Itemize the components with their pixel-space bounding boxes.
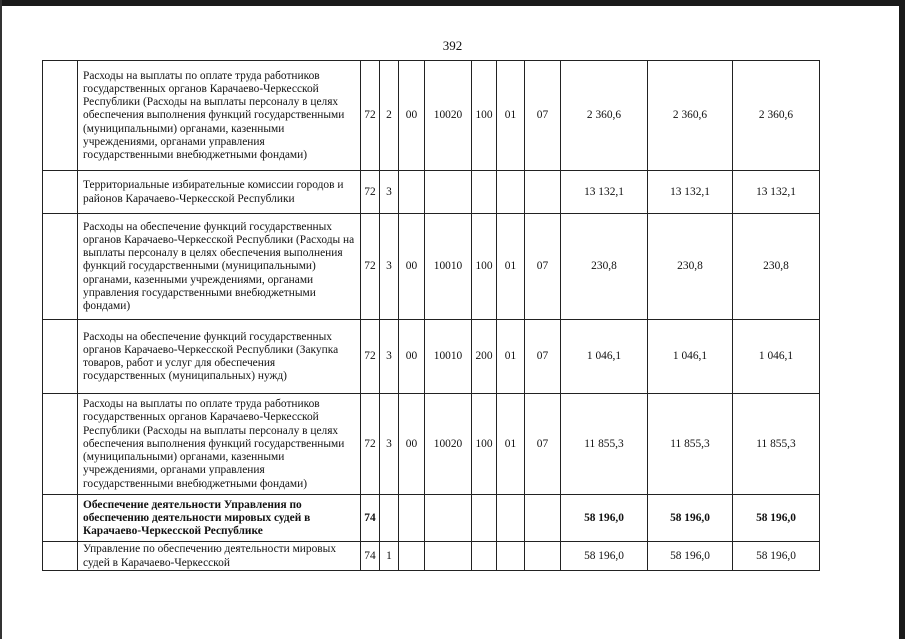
code-part: 01 xyxy=(497,320,525,394)
amount-year-3: 58 196,0 xyxy=(733,495,820,542)
code-program xyxy=(399,495,425,542)
amount-year-3: 58 196,0 xyxy=(733,542,820,571)
amount-year-2: 1 046,1 xyxy=(648,320,733,394)
code-subsection xyxy=(525,542,561,571)
code-subsection xyxy=(525,495,561,542)
row-name: Управление по обеспечению деятельности мировых судей в Карачаево-Черкесской xyxy=(78,542,361,571)
code-expense-type: 200 xyxy=(472,320,497,394)
code-direction xyxy=(425,171,472,214)
row-name: Расходы на выплаты по оплате труда работников государственных органов Карачаево-Черкесской Республики (Расходы на выплаты персоналу в целях обеспечения выполнения функций государственными (муниципальными) органами, казенными учреждениями, органами управления государственными внебюджетными фондами) xyxy=(78,61,361,171)
code-part: 01 xyxy=(497,214,525,320)
code-ministry: 72 xyxy=(361,171,380,214)
row-index-cell xyxy=(43,394,78,495)
row-index-cell xyxy=(43,61,78,171)
table-row xyxy=(43,542,820,571)
code-program: 00 xyxy=(399,394,425,495)
table-row xyxy=(43,214,820,320)
code-expense-type: 100 xyxy=(472,214,497,320)
code-part xyxy=(497,542,525,571)
row-name: Расходы на обеспечение функций государственных органов Карачаево-Черкесской Республики (Расходы на выплаты персоналу в целях обеспечения выполнения функций государственными (муниципальными) органами, казенными учреждениями, органами управления государственными внебюджетными фондами) xyxy=(78,214,361,320)
table-row xyxy=(43,171,820,214)
code-ministry: 72 xyxy=(361,214,380,320)
amount-year-1: 58 196,0 xyxy=(561,495,648,542)
code-subsection: 07 xyxy=(525,394,561,495)
row-name: Расходы на обеспечение функций государственных органов Карачаево-Черкесской Республики (Закупка товаров, работ и услуг для обеспечения государственных (муниципальных) нужд) xyxy=(78,320,361,394)
code-direction: 10010 xyxy=(425,320,472,394)
code-section: 3 xyxy=(380,214,399,320)
code-expense-type xyxy=(472,542,497,571)
amount-year-1: 2 360,6 xyxy=(561,61,648,171)
code-program: 00 xyxy=(399,61,425,171)
amount-year-2: 13 132,1 xyxy=(648,171,733,214)
amount-year-2: 58 196,0 xyxy=(648,495,733,542)
code-part: 01 xyxy=(497,394,525,495)
amount-year-1: 11 855,3 xyxy=(561,394,648,495)
row-name: Территориальные избирательные комиссии городов и районов Карачаево-Черкесской Республики xyxy=(78,171,361,214)
code-program xyxy=(399,542,425,571)
code-expense-type: 100 xyxy=(472,61,497,171)
code-direction: 10020 xyxy=(425,61,472,171)
code-expense-type xyxy=(472,495,497,542)
code-part xyxy=(497,171,525,214)
amount-year-2: 2 360,6 xyxy=(648,61,733,171)
page-number: 392 xyxy=(442,38,463,53)
code-expense-type: 100 xyxy=(472,394,497,495)
code-section: 3 xyxy=(380,171,399,214)
amount-year-1: 58 196,0 xyxy=(561,542,648,571)
row-index-cell xyxy=(43,320,78,394)
amount-year-1: 13 132,1 xyxy=(561,171,648,214)
budget-table xyxy=(42,60,820,571)
amount-year-1: 1 046,1 xyxy=(561,320,648,394)
code-expense-type xyxy=(472,171,497,214)
code-subsection: 07 xyxy=(525,320,561,394)
amount-year-3: 11 855,3 xyxy=(733,394,820,495)
row-name: Расходы на выплаты по оплате труда работников государственных органов Карачаево-Черкесской Республики (Расходы на выплаты персоналу в целях обеспечения выполнения функций государственными (муниципальными) органами, казенными учреждениями, органами управления государственными внебюджетными фондами) xyxy=(78,394,361,495)
code-part: 01 xyxy=(497,61,525,171)
amount-year-3: 1 046,1 xyxy=(733,320,820,394)
amount-year-2: 230,8 xyxy=(648,214,733,320)
code-section: 3 xyxy=(380,394,399,495)
row-index-cell xyxy=(43,214,78,320)
code-subsection xyxy=(525,171,561,214)
code-section: 2 xyxy=(380,61,399,171)
code-subsection: 07 xyxy=(525,214,561,320)
table-body xyxy=(43,61,820,571)
code-section: 1 xyxy=(380,542,399,571)
code-section xyxy=(380,495,399,542)
row-index-cell xyxy=(43,542,78,571)
code-direction xyxy=(425,495,472,542)
code-direction: 10020 xyxy=(425,394,472,495)
table-row xyxy=(43,320,820,394)
scan-border-top xyxy=(0,0,905,6)
code-ministry: 74 xyxy=(361,495,380,542)
amount-year-3: 230,8 xyxy=(733,214,820,320)
scan-border-right xyxy=(899,0,905,639)
scan-border-left xyxy=(0,0,2,639)
table-row xyxy=(43,61,820,171)
code-program: 00 xyxy=(399,320,425,394)
code-ministry: 72 xyxy=(361,394,380,495)
row-index-cell xyxy=(43,171,78,214)
code-section: 3 xyxy=(380,320,399,394)
code-program xyxy=(399,171,425,214)
amount-year-1: 230,8 xyxy=(561,214,648,320)
code-ministry: 72 xyxy=(361,61,380,171)
code-ministry: 74 xyxy=(361,542,380,571)
row-name: Обеспечение деятельности Управления по обеспечению деятельности мировых судей в Карачаево-Черкесской Республике xyxy=(78,495,361,542)
table-row xyxy=(43,394,820,495)
amount-year-3: 13 132,1 xyxy=(733,171,820,214)
code-part xyxy=(497,495,525,542)
table-row xyxy=(43,495,820,542)
code-program: 00 xyxy=(399,214,425,320)
code-ministry: 72 xyxy=(361,320,380,394)
amount-year-2: 11 855,3 xyxy=(648,394,733,495)
code-direction: 10010 xyxy=(425,214,472,320)
amount-year-3: 2 360,6 xyxy=(733,61,820,171)
code-subsection: 07 xyxy=(525,61,561,171)
amount-year-2: 58 196,0 xyxy=(648,542,733,571)
code-direction xyxy=(425,542,472,571)
row-index-cell xyxy=(43,495,78,542)
